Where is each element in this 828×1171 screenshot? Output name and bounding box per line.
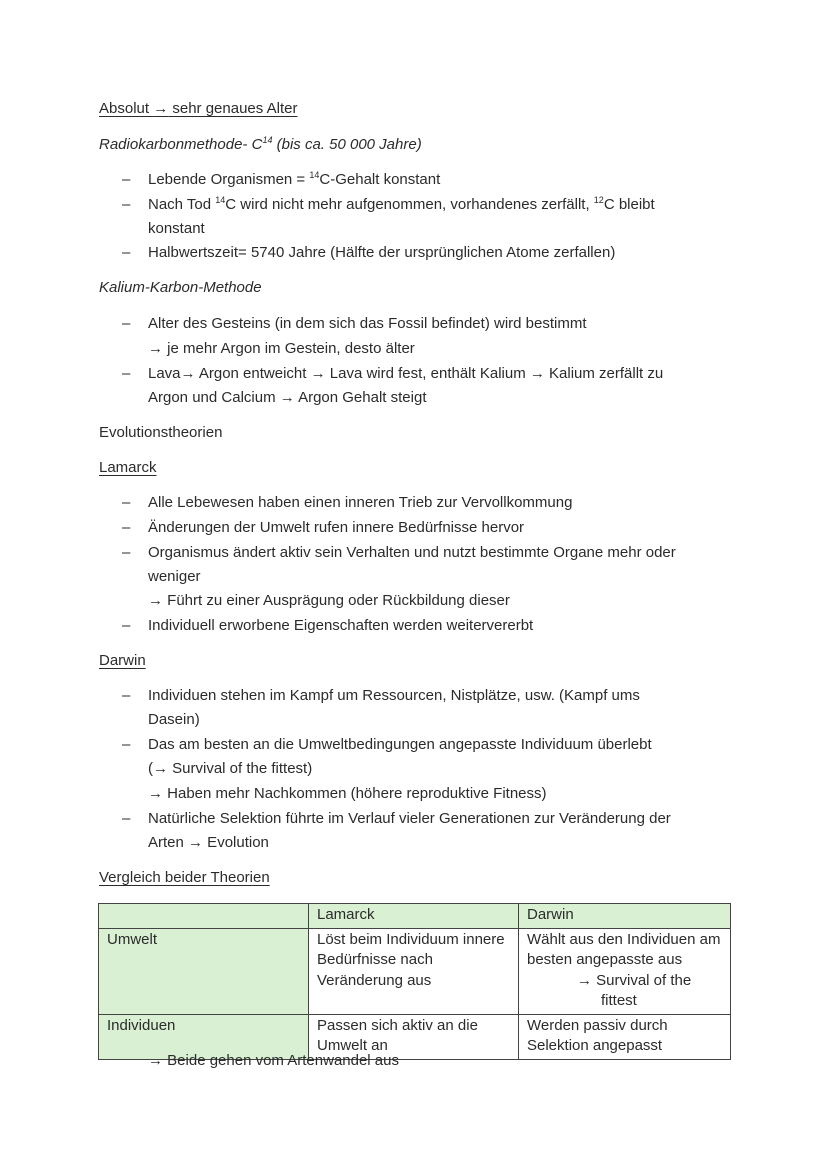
bullet-dash: – bbox=[122, 244, 131, 261]
cell-umwelt-lamarck: Löst beim Individuum innere Bedürfnisse nach Veränderung aus bbox=[309, 928, 519, 1014]
radio-item-3: Halbwertszeit= 5740 Jahre (Hälfte der ursprünglichen Atome zerfallen) bbox=[148, 244, 616, 261]
table-header-row bbox=[99, 904, 731, 929]
text-run: C wird nicht mehr aufgenommen, vorhandenes zerfällt, bbox=[225, 196, 594, 213]
lamarck-item-3: Organismus ändert aktiv sein Verhalten und nutzt bestimmte Organe mehr oder bbox=[148, 544, 676, 561]
bullet-dash: – bbox=[122, 736, 131, 753]
radio-item-1 bbox=[148, 170, 440, 190]
bullet-dash: – bbox=[122, 171, 131, 188]
text-run: C bleibt bbox=[603, 196, 655, 213]
radio-item-2 bbox=[148, 195, 655, 215]
kalium-item-1-arrow: → je mehr Argon im Gestein, desto älter bbox=[148, 340, 415, 357]
comparison-table bbox=[98, 903, 731, 1060]
radio-item-2-continued: konstant bbox=[148, 220, 205, 237]
table-header-lamarck: Lamarck bbox=[309, 904, 519, 929]
row-label-umwelt: Umwelt bbox=[99, 928, 309, 1014]
cell-individuen-lamarck: Passen sich aktiv an die Umwelt an bbox=[309, 1014, 519, 1059]
darwin-item-2-arrow: → Haben mehr Nachkommen (höhere reproduktive Fitness) bbox=[148, 785, 547, 802]
kalium-item-2-continued: Argon und Calcium → Argon Gehalt steigt bbox=[148, 389, 427, 406]
radiokarbon-range: (bis ca. 50 000 Jahre) bbox=[272, 136, 422, 153]
bullet-dash: – bbox=[122, 494, 131, 511]
absolut-heading bbox=[99, 99, 297, 119]
kalium-item-2: Lava→ Argon entweicht → Lava wird fest, enthält Kalium → Kalium zerfällt zu bbox=[148, 365, 664, 382]
cell-individuen-darwin: Werden passiv durch Selektion angepasst bbox=[519, 1014, 731, 1059]
superscript: 14 bbox=[309, 170, 320, 180]
superscript: 14 bbox=[215, 195, 226, 205]
bullet-dash: – bbox=[122, 544, 131, 561]
bullet-dash: – bbox=[122, 687, 131, 704]
text-run: C-Gehalt konstant bbox=[319, 171, 441, 188]
comparison-heading: Vergleich beider Theorien bbox=[99, 869, 270, 886]
bullet-dash: – bbox=[122, 196, 131, 213]
cell-text: Wählt aus den Individuen am besten angepasste aus bbox=[527, 930, 721, 968]
radiokarbon-title: Radiokarbonmethode- C bbox=[99, 136, 263, 153]
row-label-individuen: Individuen bbox=[99, 1014, 309, 1059]
bullet-dash: – bbox=[122, 519, 131, 536]
evolution-heading: Evolutionstheorien bbox=[99, 424, 223, 441]
text-run: Lebende Organismen = bbox=[148, 171, 310, 188]
bullet-dash: – bbox=[122, 315, 131, 332]
table-header-empty bbox=[99, 904, 309, 929]
absolut-description: sehr genaues Alter bbox=[168, 100, 298, 117]
table-row bbox=[99, 928, 731, 1014]
darwin-item-1-continued: Dasein) bbox=[148, 711, 200, 728]
text-run: Nach Tod bbox=[148, 196, 216, 213]
bullet-dash: – bbox=[122, 617, 131, 634]
radiokarbon-heading bbox=[99, 135, 422, 155]
bullet-dash: – bbox=[122, 365, 131, 382]
lamarck-item-2: Änderungen der Umwelt rufen innere Bedürfnisse hervor bbox=[148, 519, 525, 536]
arrow-icon: → bbox=[153, 100, 169, 117]
darwin-item-2-continued: (→ Survival of the fittest) bbox=[148, 760, 313, 777]
lamarck-item-4: Individuell erworbene Eigenschaften werden weitervererbt bbox=[148, 617, 534, 634]
superscript: 12 bbox=[593, 195, 604, 205]
superscript: 14 bbox=[262, 135, 273, 145]
table-header-darwin: Darwin bbox=[519, 904, 731, 929]
absolut-label: Absolut bbox=[99, 100, 154, 117]
bullet-dash: – bbox=[122, 810, 131, 827]
lamarck-heading: Lamarck bbox=[99, 459, 157, 476]
darwin-heading: Darwin bbox=[99, 652, 146, 669]
lamarck-item-3-continued: weniger bbox=[148, 568, 201, 585]
cell-arrow-text: → Survival of the bbox=[577, 971, 692, 989]
darwin-item-3-continued: Arten → Evolution bbox=[148, 834, 269, 851]
darwin-item-2: Das am besten an die Umweltbedingungen angepasste Individuum überlebt bbox=[148, 736, 652, 753]
cell-umwelt-darwin bbox=[519, 928, 731, 1014]
darwin-item-3: Natürliche Selektion führte im Verlauf vieler Generationen zur Veränderung der bbox=[148, 810, 671, 827]
lamarck-item-1: Alle Lebewesen haben einen inneren Trieb zur Vervollkommung bbox=[148, 494, 573, 511]
lamarck-item-3-arrow: → Führt zu einer Ausprägung oder Rückbildung dieser bbox=[148, 592, 510, 609]
comparison-footnote: → Beide gehen vom Artenwandel aus bbox=[148, 1052, 399, 1069]
darwin-item-1: Individuen stehen im Kampf um Ressourcen, Nistplätze, usw. (Kampf ums bbox=[148, 687, 640, 704]
cell-text: fittest bbox=[601, 992, 637, 1009]
kalium-heading: Kalium-Karbon-Methode bbox=[99, 279, 262, 296]
kalium-item-1: Alter des Gesteins (in dem sich das Fossil befindet) wird bestimmt bbox=[148, 315, 587, 332]
